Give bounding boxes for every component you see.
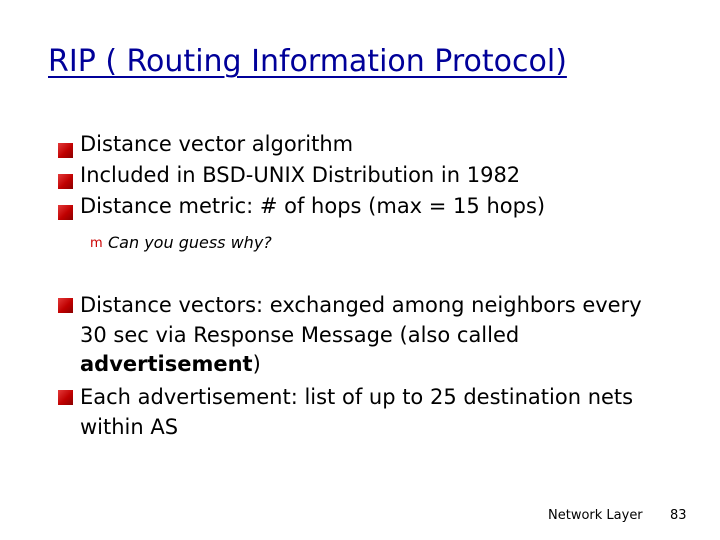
sub-bullet-text: Can you guess why? — [108, 233, 272, 252]
slide-title: RIP ( Routing Information Protocol) — [48, 44, 567, 79]
page-number: 83 — [670, 508, 687, 523]
bullet-text-line: within AS — [80, 415, 179, 439]
bullet-text: Distance vector algorithm — [80, 132, 354, 156]
bullet-text-line: Distance vectors: exchanged among neighbors every — [80, 293, 642, 317]
closing-paren: ) — [252, 352, 261, 376]
bullet-text: Distance metric: # of hops (max = 15 hops) — [80, 194, 546, 218]
sub-bullet-marker-icon: m — [90, 236, 103, 251]
bullet-text-line — [80, 349, 261, 380]
bullet-marker-icon — [58, 390, 73, 405]
bullet-marker-icon — [58, 143, 73, 158]
bullet-marker-icon — [58, 205, 73, 220]
bullet-text-line: Each advertisement: list of up to 25 destination nets — [80, 385, 634, 409]
footer-label: Network Layer — [548, 508, 643, 523]
bullet-marker-icon — [58, 298, 73, 313]
bold-term: advertisement — [80, 352, 253, 376]
bullet-text-line: 30 sec via Response Message (also called — [80, 323, 520, 347]
bullet-text: Included in BSD-UNIX Distribution in 1982 — [80, 163, 521, 187]
bullet-marker-icon — [58, 174, 73, 189]
